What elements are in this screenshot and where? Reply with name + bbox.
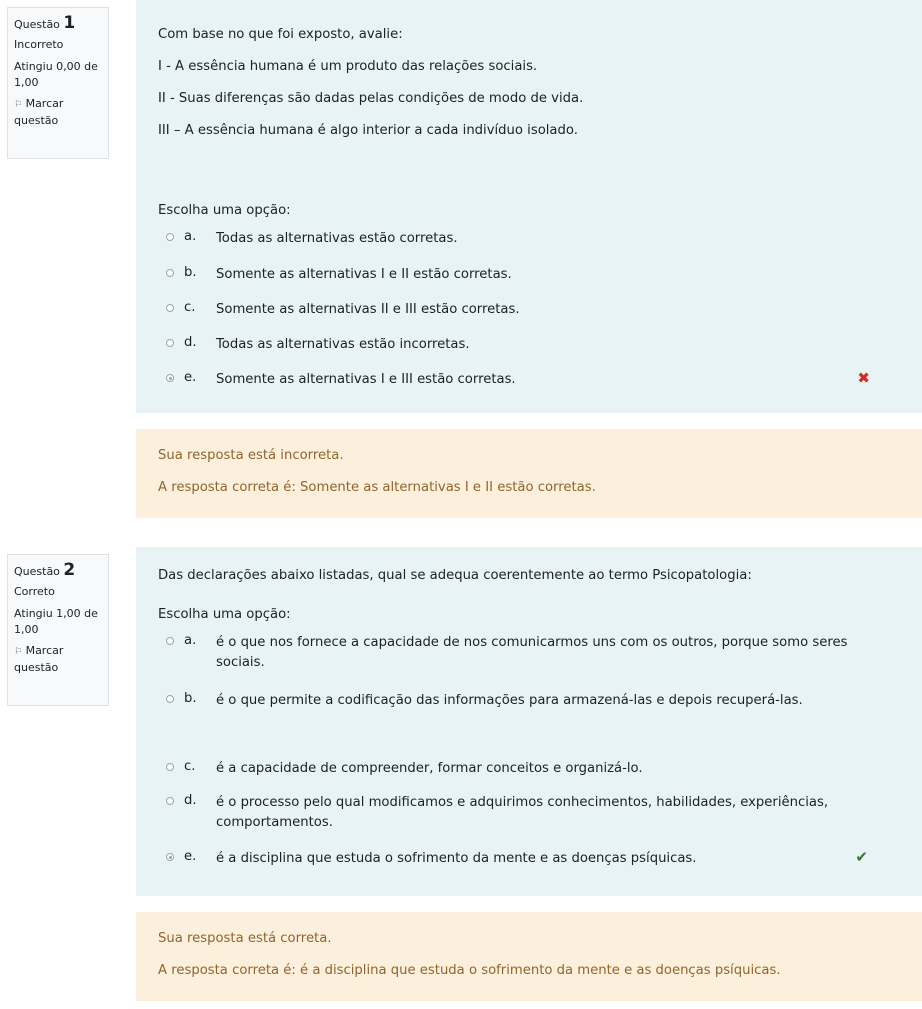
radio-button[interactable] (166, 763, 174, 771)
answer-prompt: Escolha uma opção: (158, 203, 291, 218)
feedback-box (136, 912, 922, 1001)
option-text: Somente as alternativas I e III estão corretas. (216, 372, 516, 387)
answer-option-c[interactable] (158, 300, 900, 320)
flag-question-link[interactable]: ⚐ Marcar questão (14, 644, 64, 674)
question-number: Questão 1 (14, 13, 76, 33)
radio-button[interactable] (166, 797, 174, 805)
question-text-line: Com base no que foi exposto, avalie: (158, 27, 403, 42)
question-text-line: II - Suas diferenças são dadas pelas condições de modo de vida. (158, 91, 584, 106)
question-number: Questão 2 (14, 560, 76, 580)
option-text: é o processo pelo qual modificamos e adquirimos conhecimentos, habilidades, experiências, comportamentos. (216, 795, 829, 830)
answer-option-e[interactable] (158, 370, 900, 390)
answer-option-c[interactable] (158, 759, 900, 779)
question-state: Correto (14, 585, 55, 598)
option-text: Todas as alternativas estão incorretas. (216, 337, 470, 352)
radio-button[interactable] (166, 269, 174, 277)
question-info (7, 554, 109, 706)
option-text: é a disciplina que estuda o sofrimento da mente e as doenças psíquicas. (216, 851, 697, 866)
question-text-line: I - A essência humana é um produto das relações sociais. (158, 59, 538, 74)
answer-option-b[interactable] (158, 265, 900, 285)
option-letter: c. (184, 300, 196, 315)
feedback-result: Sua resposta está incorreta. (158, 448, 344, 463)
feedback-correct-answer: A resposta correta é: é a disciplina que estuda o sofrimento da mente e as doenças psíquicas. (158, 963, 781, 978)
answer-option-d[interactable] (158, 335, 900, 355)
option-letter: e. (184, 849, 197, 864)
feedback-result: Sua resposta está correta. (158, 931, 332, 946)
question-content (136, 547, 922, 896)
option-letter: d. (184, 335, 197, 350)
radio-button[interactable] (166, 233, 174, 241)
option-letter: d. (184, 793, 197, 808)
answer-option-b[interactable] (158, 691, 900, 731)
flag-question-link[interactable]: ⚐ Marcar questão (14, 97, 64, 127)
radio-button[interactable] (166, 304, 174, 312)
flag-icon: ⚐ (14, 647, 23, 657)
radio-button[interactable] (166, 637, 174, 645)
question-grade: Atingiu 1,00 de 1,00 (14, 607, 98, 636)
answer-option-e[interactable] (158, 849, 900, 869)
question-text-line: III – A essência humana é algo interior a cada indivíduo isolado. (158, 123, 578, 138)
option-letter: a. (184, 633, 197, 648)
correct-icon: ✔ (855, 848, 868, 866)
answer-option-a[interactable] (158, 633, 900, 673)
answer-prompt: Escolha uma opção: (158, 607, 291, 622)
option-text: Somente as alternativas II e III estão corretas. (216, 302, 520, 317)
option-letter: b. (184, 691, 197, 706)
question-grade: Atingiu 0,00 de 1,00 (14, 60, 98, 89)
radio-button-checked[interactable] (166, 374, 174, 382)
option-text: é o que permite a codificação das informações para armazená-las e depois recuperá-las. (216, 693, 803, 708)
question-text-line: Das declarações abaixo listadas, qual se adequa coerentemente ao termo Psicopatologia: (158, 568, 752, 583)
answer-option-d[interactable] (158, 793, 900, 833)
option-text: é o que nos fornece a capacidade de nos comunicarmos uns com os outros, porque somo seres sociais. (216, 635, 848, 670)
option-letter: e. (184, 370, 197, 385)
option-letter: c. (184, 759, 196, 774)
radio-button[interactable] (166, 695, 174, 703)
question-content (136, 0, 922, 413)
question-state: Incorreto (14, 38, 64, 51)
option-letter: b. (184, 265, 197, 280)
option-text: é a capacidade de compreender, formar conceitos e organizá-lo. (216, 761, 643, 776)
option-letter: a. (184, 229, 197, 244)
question-info (7, 7, 109, 159)
radio-button-checked[interactable] (166, 853, 174, 861)
option-text: Somente as alternativas I e II estão corretas. (216, 267, 512, 282)
feedback-correct-answer: A resposta correta é: Somente as alternativas I e II estão corretas. (158, 480, 596, 495)
answer-option-a[interactable] (158, 229, 900, 249)
radio-button[interactable] (166, 339, 174, 347)
feedback-box (136, 429, 922, 518)
incorrect-icon: ✖ (857, 369, 870, 387)
option-text: Todas as alternativas estão corretas. (216, 231, 458, 246)
flag-icon: ⚐ (14, 100, 23, 110)
